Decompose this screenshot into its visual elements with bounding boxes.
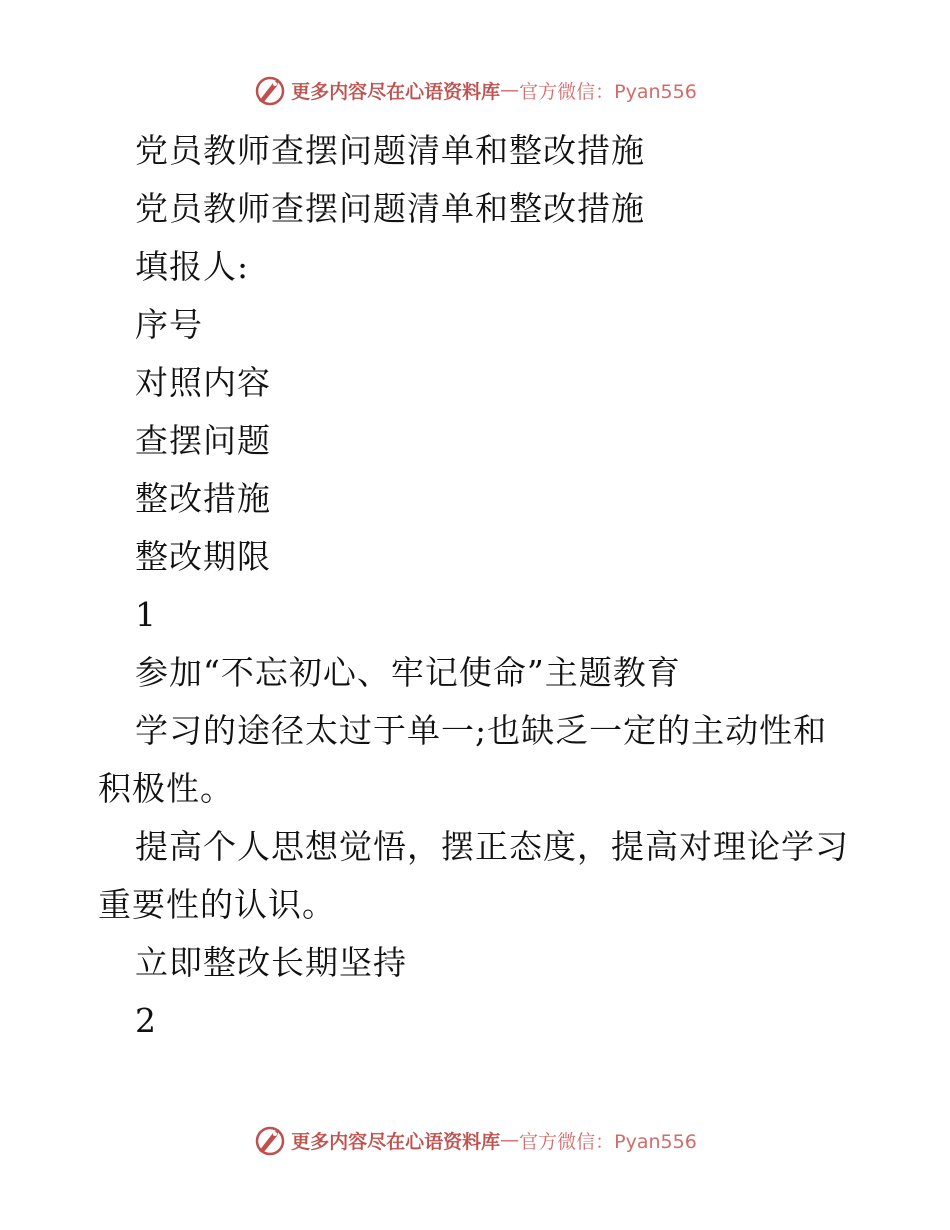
- header-banner: [0, 70, 950, 110]
- pen-nib-logo-icon: [253, 73, 287, 107]
- pen-nib-logo-icon: [253, 1123, 287, 1157]
- form-field-reporter: 填报人:: [135, 247, 250, 286]
- document-title-repeat: 党员教师查摆问题清单和整改措施: [135, 189, 645, 228]
- document-body: [98, 122, 858, 1050]
- banner-wechat-text: 官方微信：Pyan556: [519, 80, 697, 103]
- banner-separator: —: [500, 1129, 520, 1151]
- footer-banner: [0, 1120, 950, 1160]
- row-1-reference: 参加“不忘初心、牢记使命”主题教育: [135, 653, 681, 692]
- banner-separator: —: [500, 79, 520, 101]
- banner-brand-text: 更多内容尽在心语资料库: [291, 80, 501, 103]
- column-header-reference: 对照内容: [135, 363, 271, 402]
- banner-wechat-text: 官方微信：Pyan556: [519, 1130, 697, 1153]
- row-1-measures: 提高个人思想觉悟，摆正态度，提高对理论学习重要性的认识。: [98, 827, 849, 924]
- row-1-deadline: 立即整改长期坚持: [135, 943, 407, 982]
- row-1-problems: 学习的途径太过于单一;也缺乏一定的主动性和积极性。: [98, 711, 828, 808]
- row-2-serial: 2: [135, 1001, 157, 1040]
- banner-brand-text: 更多内容尽在心语资料库: [291, 1130, 501, 1153]
- row-1-serial: 1: [135, 595, 157, 634]
- document-title: 党员教师查摆问题清单和整改措施: [135, 131, 645, 170]
- column-header-problems: 查摆问题: [135, 421, 271, 460]
- column-header-measures: 整改措施: [135, 479, 271, 518]
- column-header-serial: 序号: [135, 305, 203, 344]
- column-header-deadline: 整改期限: [135, 537, 271, 576]
